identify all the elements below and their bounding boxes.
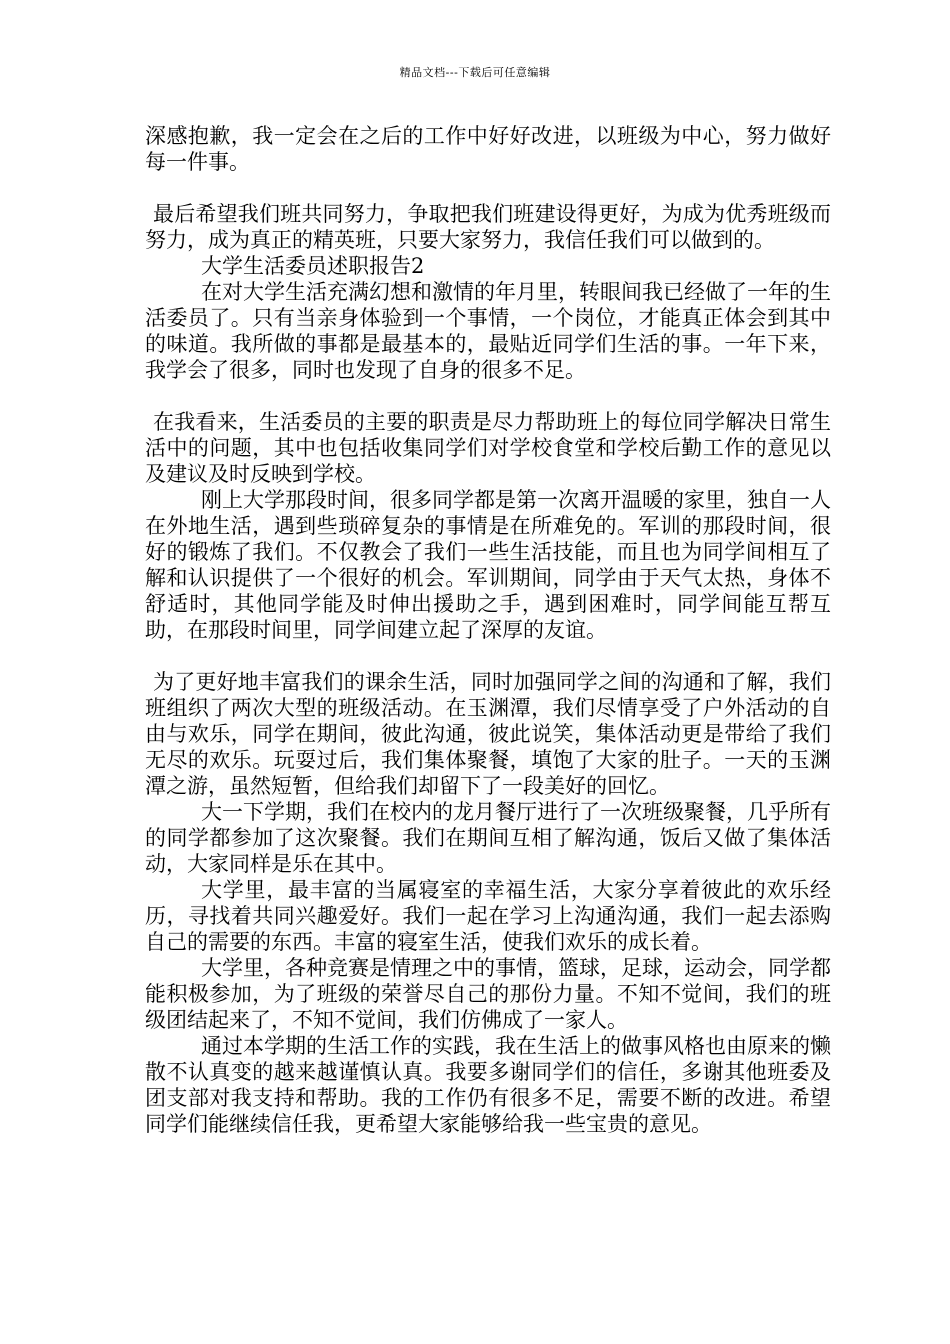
- paragraph-duties: 在我看来，生活委员的主要的职责是尽力帮助班上的每位同学解决日常生活中的问题，其中也包括收集同学们对学校食堂和学校后勤工作的意见以及建议及时反映到学校。: [145, 410, 831, 486]
- blank-line: [145, 383, 831, 409]
- blank-line: [145, 175, 831, 201]
- paragraph-class-dinner: 大一下学期，我们在校内的龙月餐厅进行了一次班级聚餐，几乎所有的同学都参加了这次聚餐。我们在期间互相了解沟通，饭后又做了集体活动，大家同样是乐在其中。: [145, 800, 831, 876]
- page-header: 精品文档---下载后可任意编辑: [399, 66, 551, 79]
- section-title: 大学生活委员述职报告2: [201, 254, 425, 278]
- paragraph-apology: 深感抱歉，我一定会在之后的工作中好好改进，以班级为中心，努力做好每一件事。: [145, 124, 831, 174]
- paragraph-military-training: 刚上大学那段时间，很多同学都是第一次离开温暖的家里，独自一人在外地生活，遇到些琐碎复杂的事情是在所难免的。军训的那段时间，很好的锻炼了我们。不仅教会了我们一些生活技能，而且也为同学间相互了解和认识提供了一个很好的机会。军训期间，同学由于天气太热，身体不舒适时，其他同学能及时伸出援助之手，遇到困难时，同学间能互帮互助，在那段时间里，同学间建立起了深厚的友谊。: [145, 488, 831, 642]
- paragraph-class-activities: 为了更好地丰富我们的课余生活，同时加强同学之间的沟通和了解，我们班组织了两次大型的班级活动。在玉渊潭，我们尽情享受了户外活动的自由与欢乐，同学在期间，彼此沟通，彼此说笑，集体活动更是带给了我们无尽的欢乐。玩耍过后，我们集体聚餐，填饱了大家的肚子。一天的玉渊潭之游，虽然短暂，但给我们却留下了一段美好的回忆。: [145, 670, 831, 798]
- paragraph-dorm-life: 大学里，最丰富的当属寝室的幸福生活，大家分享着彼此的欢乐经历，寻找着共同兴趣爱好。我们一起在学习上沟通沟通，我们一起去添购自己的需要的东西。丰富的寝室生活，使我们欢乐的成长着。: [145, 878, 831, 954]
- document-body: [145, 123, 831, 1137]
- paragraph-intro: 在对大学生活充满幻想和激情的年月里，转眼间我已经做了一年的生活委员了。只有当亲身体验到一个事情，一个岗位，才能真正体会到其中的味道。我所做的事都是最基本的，最贴近同学们生活的事。一年下来，我学会了很多，同时也发现了自身的很多不足。: [145, 280, 831, 382]
- paragraph-hope: 最后希望我们班共同努力，争取把我们班建设得更好，为成为优秀班级而努力，成为真正的精英班，只要大家努力，我信任我们可以做到的。: [145, 202, 831, 252]
- paragraph-conclusion: 通过本学期的生活工作的实践，我在生活上的做事风格也由原来的懒散不认真变的越来越谨慎认真。我要多谢同学们的信任，多谢其他班委及团支部对我支持和帮助。我的工作仍有很多不足，需要不断的改进。希望同学们能继续信任我，更希望大家能够给我一些宝贵的意见。: [145, 1034, 831, 1136]
- blank-line: [145, 643, 831, 669]
- paragraph-competitions: 大学里，各种竞赛是情理之中的事情，篮球，足球，运动会，同学都能积极参加，为了班级的荣誉尽自己的那份力量。不知不觉间，我们的班级团结起来了，不知不觉间，我们仿佛成了一家人。: [145, 956, 831, 1032]
